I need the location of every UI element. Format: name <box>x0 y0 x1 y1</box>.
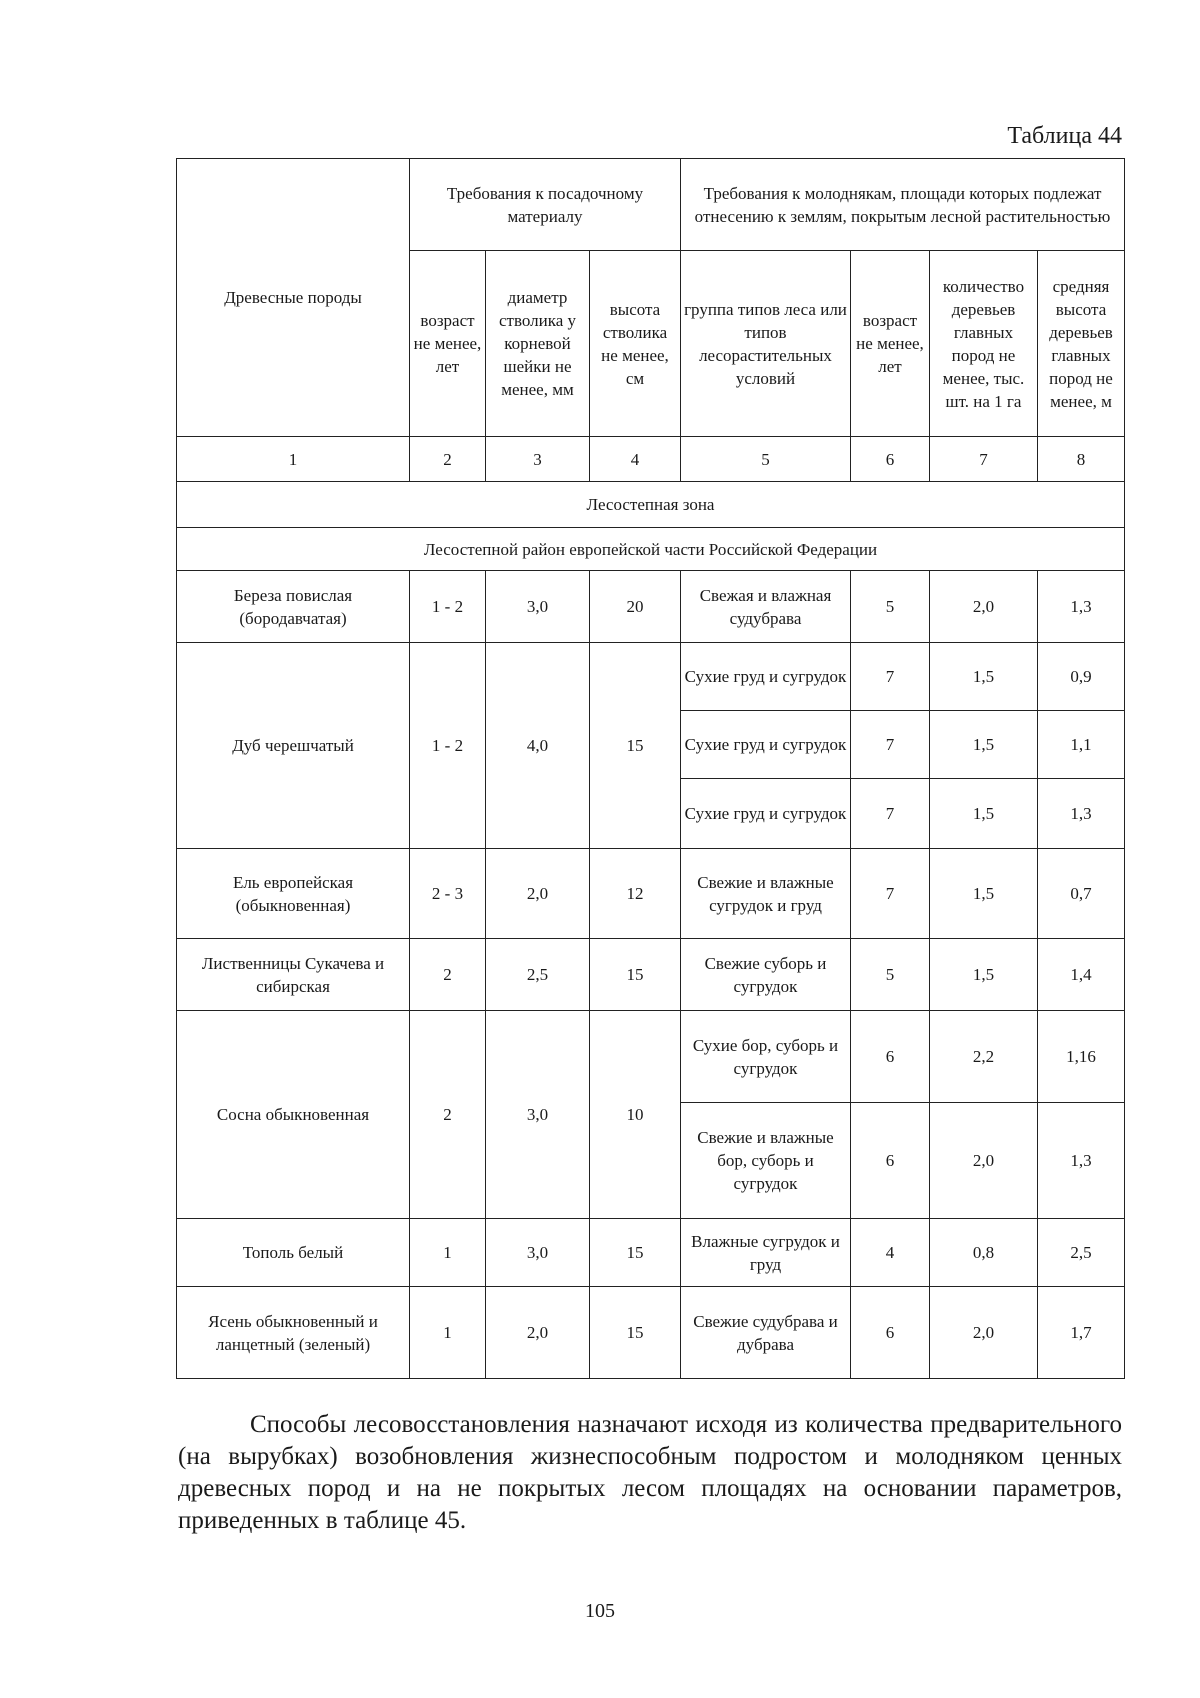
young-age: 6 <box>851 1103 930 1219</box>
column-number: 1 <box>177 437 410 482</box>
table-row <box>177 1011 1125 1103</box>
table-row <box>177 849 1125 939</box>
tree-count: 2,0 <box>930 1287 1038 1379</box>
planting-age: 1 - 2 <box>410 571 486 643</box>
stem-height-value: 10 <box>590 1011 681 1219</box>
column-number: 2 <box>410 437 486 482</box>
header-young-stands: Требования к молоднякам, площади которых подлежат отнесению к землям, покрытым лесной растительностью <box>681 159 1125 251</box>
young-age: 6 <box>851 1011 930 1103</box>
tree-count: 1,5 <box>930 849 1038 939</box>
tree-count: 2,2 <box>930 1011 1038 1103</box>
young-age: 5 <box>851 939 930 1011</box>
forest-type: Свежие судубрава и дубрава <box>681 1287 851 1379</box>
average-height: 2,5 <box>1038 1219 1125 1287</box>
region-row: Лесостепной район европейской части Российской Федерации <box>177 528 1125 571</box>
species-name: Ель европейская (обыкновенная) <box>177 849 410 939</box>
young-age: 7 <box>851 849 930 939</box>
header-stem-height: высота стволика не менее, см <box>590 251 681 437</box>
forest-type: Влажные сугрудок и груд <box>681 1219 851 1287</box>
average-height: 1,3 <box>1038 571 1125 643</box>
tree-count: 1,5 <box>930 711 1038 779</box>
page-number: 105 <box>585 1600 615 1622</box>
forest-type: Свежая и влажная судубрава <box>681 571 851 643</box>
forest-type: Сухие бор, суборь и сугрудок <box>681 1011 851 1103</box>
table-row <box>177 1287 1125 1379</box>
planting-age: 1 <box>410 1219 486 1287</box>
column-number: 4 <box>590 437 681 482</box>
average-height: 1,1 <box>1038 711 1125 779</box>
header-average-height: средняя высота деревьев главных пород не менее, м <box>1038 251 1125 437</box>
diameter-value: 3,0 <box>486 1219 590 1287</box>
table-row <box>177 939 1125 1011</box>
planting-age: 2 <box>410 1011 486 1219</box>
stem-height-value: 15 <box>590 1287 681 1379</box>
average-height: 1,7 <box>1038 1287 1125 1379</box>
tree-count: 2,0 <box>930 1103 1038 1219</box>
stem-height-value: 15 <box>590 939 681 1011</box>
average-height: 1,3 <box>1038 779 1125 849</box>
stem-height-value: 20 <box>590 571 681 643</box>
diameter-value: 3,0 <box>486 1011 590 1219</box>
column-number: 7 <box>930 437 1038 482</box>
average-height: 1,3 <box>1038 1103 1125 1219</box>
species-name: Сосна обыкновенная <box>177 1011 410 1219</box>
header-planting-material: Требования к посадочному материалу <box>410 159 681 251</box>
forest-type: Сухие груд и сугрудок <box>681 643 851 711</box>
young-age: 7 <box>851 711 930 779</box>
young-age: 7 <box>851 643 930 711</box>
tree-count: 1,5 <box>930 939 1038 1011</box>
column-number: 5 <box>681 437 851 482</box>
forest-type: Сухие груд и сугрудок <box>681 779 851 849</box>
tree-count: 1,5 <box>930 643 1038 711</box>
column-number: 8 <box>1038 437 1125 482</box>
planting-age: 1 - 2 <box>410 643 486 849</box>
young-age: 5 <box>851 571 930 643</box>
forest-type: Свежие суборь и сугрудок <box>681 939 851 1011</box>
tree-count: 2,0 <box>930 571 1038 643</box>
header-forest-type: группа типов леса или типов лесорастительных условий <box>681 251 851 437</box>
planting-age: 2 - 3 <box>410 849 486 939</box>
average-height: 0,7 <box>1038 849 1125 939</box>
stem-height-value: 12 <box>590 849 681 939</box>
header-species: Древесные породы <box>177 159 410 437</box>
diameter-value: 2,0 <box>486 849 590 939</box>
forest-type: Свежие и влажные бор, суборь и сугрудок <box>681 1103 851 1219</box>
species-name: Тополь белый <box>177 1219 410 1287</box>
table-row <box>177 643 1125 711</box>
average-height: 1,4 <box>1038 939 1125 1011</box>
table-row <box>177 571 1125 643</box>
diameter-value: 3,0 <box>486 571 590 643</box>
diameter-value: 2,0 <box>486 1287 590 1379</box>
species-name: Ясень обыкновенный и ланцетный (зеленый) <box>177 1287 410 1379</box>
paragraph-text: Способы лесовосстановления назначают исходя из количества предварительного (на вырубках) возобновления жизнеспособным подростом и молодняком ценных древесных пород и на не покрытых лесом площадях на основании параметров, приведенных в таблице 45. <box>178 1411 1122 1534</box>
column-number: 6 <box>851 437 930 482</box>
planting-age: 2 <box>410 939 486 1011</box>
species-name: Береза повислая (бородавчатая) <box>177 571 410 643</box>
diameter-value: 4,0 <box>486 643 590 849</box>
body-paragraph <box>178 1409 1122 1537</box>
young-age: 7 <box>851 779 930 849</box>
diameter-value: 2,5 <box>486 939 590 1011</box>
header-planting-age: возраст не менее, лет <box>410 251 486 437</box>
column-number: 3 <box>486 437 590 482</box>
header-diameter: диаметр стволика у корневой шейки не менее, мм <box>486 251 590 437</box>
forest-type: Свежие и влажные сугрудок и груд <box>681 849 851 939</box>
young-age: 6 <box>851 1287 930 1379</box>
average-height: 1,16 <box>1038 1011 1125 1103</box>
forest-type: Сухие груд и сугрудок <box>681 711 851 779</box>
zone-row: Лесостепная зона <box>177 482 1125 528</box>
table-row <box>177 1219 1125 1287</box>
stem-height-value: 15 <box>590 1219 681 1287</box>
tree-count: 0,8 <box>930 1219 1038 1287</box>
average-height: 0,9 <box>1038 643 1125 711</box>
stem-height-value: 15 <box>590 643 681 849</box>
species-name: Лиственницы Сукачева и сибирская <box>177 939 410 1011</box>
tree-count: 1,5 <box>930 779 1038 849</box>
planting-age: 1 <box>410 1287 486 1379</box>
table-caption: Таблица 44 <box>1007 123 1122 149</box>
header-young-age: возраст не менее, лет <box>851 251 930 437</box>
species-name: Дуб черешчатый <box>177 643 410 849</box>
young-age: 4 <box>851 1219 930 1287</box>
header-tree-count: количество деревьев главных пород не менее, тыс. шт. на 1 га <box>930 251 1038 437</box>
species-requirements-table <box>176 158 1125 1379</box>
